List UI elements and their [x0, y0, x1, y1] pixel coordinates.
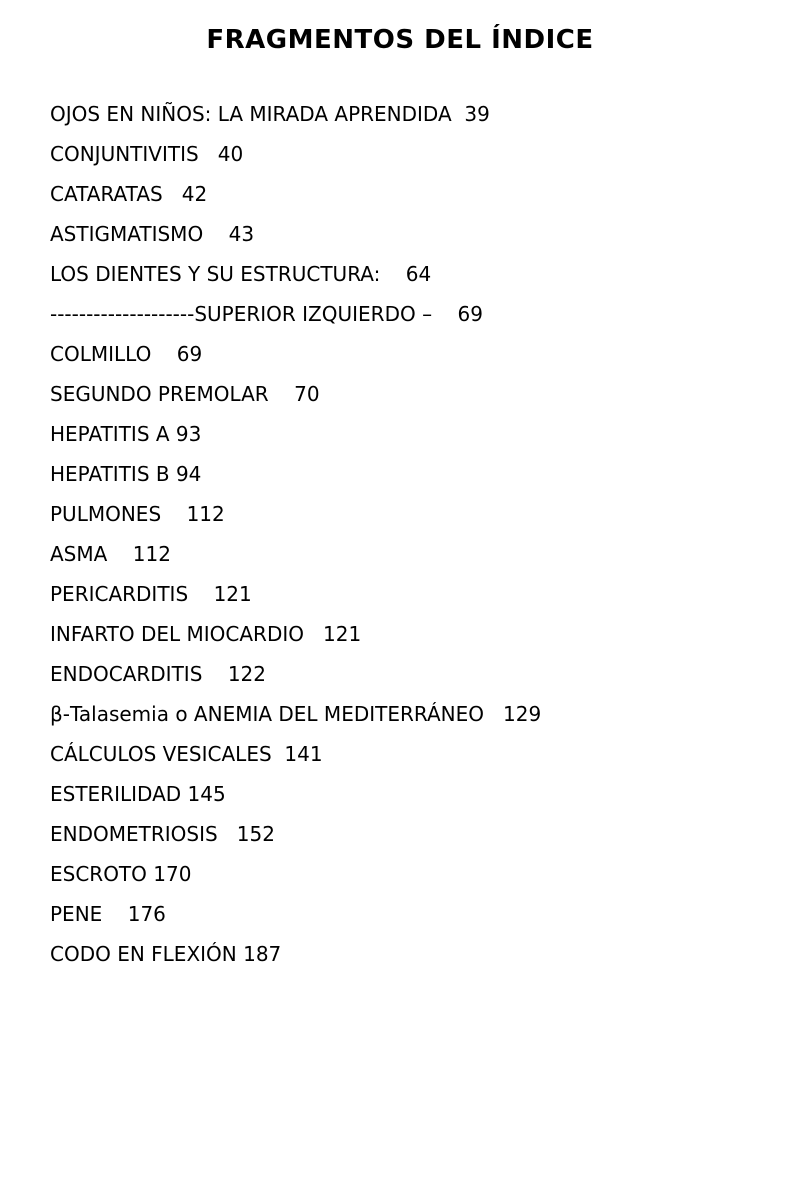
index-entry: ENDOMETRIOSIS 152	[50, 822, 275, 846]
index-entry: PERICARDITIS 121	[50, 582, 252, 606]
index-entry: COLMILLO 69	[50, 342, 203, 366]
index-entry: ENDOCARDITIS 122	[50, 662, 266, 686]
index-entry: ASMA 112	[50, 542, 171, 566]
index-entry: INFARTO DEL MIOCARDIO 121	[50, 622, 362, 646]
index-entry: --------------------SUPERIOR IZQUIERDO – 69	[50, 302, 483, 326]
page-title: FRAGMENTOS DEL ÍNDICE	[206, 25, 594, 55]
index-entry: CATARATAS 42	[50, 182, 208, 206]
index-list	[50, 98, 541, 978]
index-entry: ASTIGMATISMO 43	[50, 222, 255, 246]
index-entry: HEPATITIS B 94	[50, 462, 202, 486]
index-entry: β-Talasemia o ANEMIA DEL MEDITERRÁNEO 129	[50, 702, 542, 726]
index-entry: PENE 176	[50, 902, 166, 926]
index-entry: CODO EN FLEXIÓN 187	[50, 942, 282, 966]
index-entry: HEPATITIS A 93	[50, 422, 202, 446]
index-entry: LOS DIENTES Y SU ESTRUCTURA: 64	[50, 262, 432, 286]
index-entry: OJOS EN NIÑOS: LA MIRADA APRENDIDA 39	[50, 102, 490, 126]
index-entry: CÁLCULOS VESICALES 141	[50, 742, 323, 766]
index-entry: ESTERILIDAD 145	[50, 782, 226, 806]
index-entry: ESCROTO 170	[50, 862, 192, 886]
index-entry: CONJUNTIVITIS 40	[50, 142, 244, 166]
index-entry: PULMONES 112	[50, 502, 225, 526]
index-entry: SEGUNDO PREMOLAR 70	[50, 382, 320, 406]
